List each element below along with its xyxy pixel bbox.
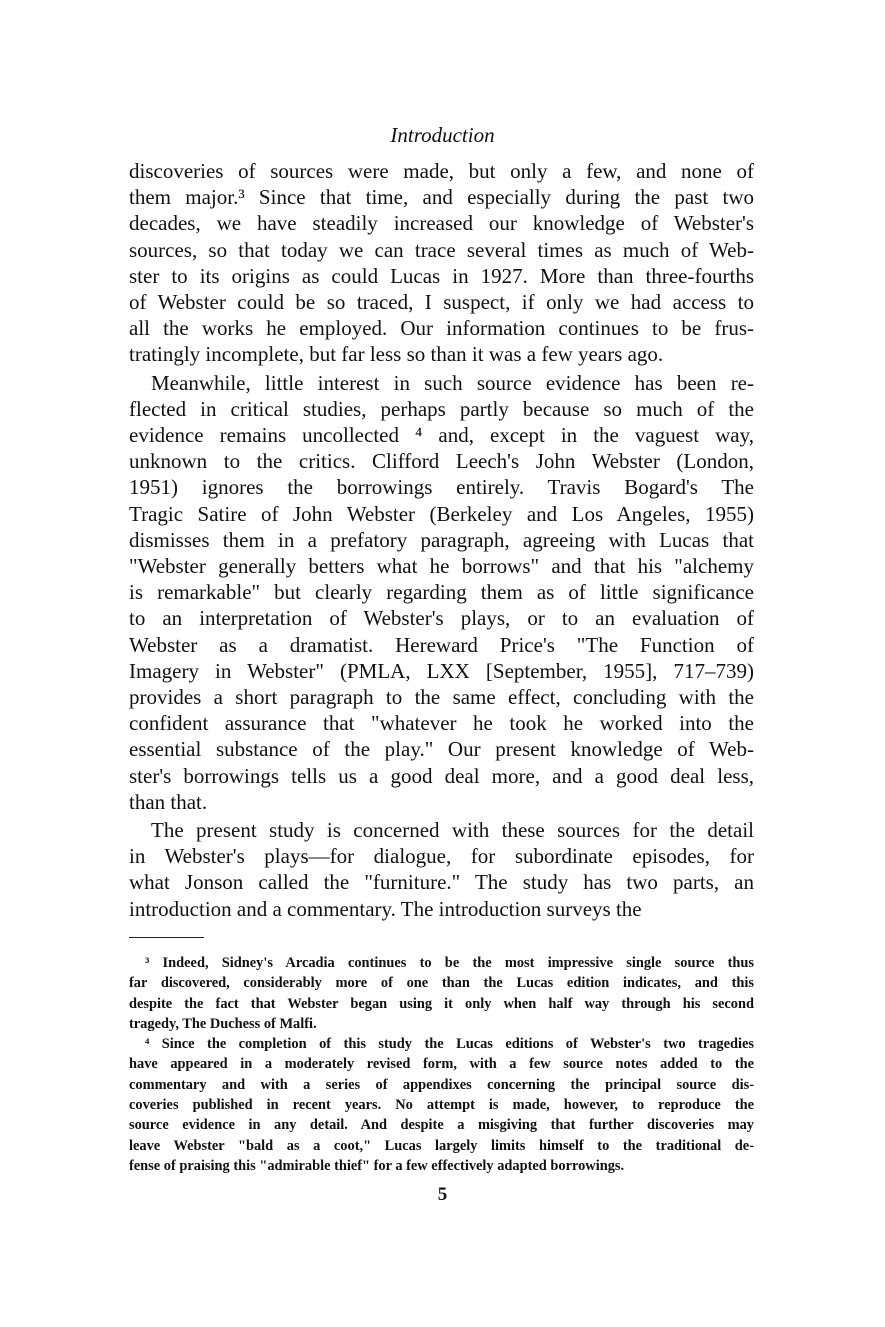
body-text-line: than that.	[129, 789, 208, 814]
footnote-text-line: despite the fact that Webster began using it only when half way through his second	[129, 995, 754, 1012]
body-text-line: evidence remains uncollected ⁴ and, except in the vaguest way,	[129, 423, 754, 448]
body-text-line: 1951) ignores the borrowings entirely. Travis Bogard's The	[129, 475, 754, 500]
body-text-line: in Webster's plays—for dialogue, for subordinate episodes, for	[129, 844, 754, 869]
footnote-text-line: coveries published in recent years. No attempt is made, however, to reproduce the	[129, 1097, 754, 1114]
body-text-line: confident assurance that "whatever he took he worked into the	[129, 711, 754, 736]
footnote-text-line: commentary and with a series of appendixes concerning the principal source dis-	[129, 1076, 754, 1093]
running-head: Introduction	[390, 123, 495, 147]
body-text-line: them major.³ Since that time, and especially during the past two	[129, 185, 754, 210]
footnote-rule	[129, 937, 204, 938]
paragraph-1	[129, 158, 754, 368]
footnote-text-line: source evidence in any detail. And despite a misgiving that further discoveries may	[129, 1117, 754, 1134]
body-text-line: flected in critical studies, perhaps partly because so much of the	[129, 396, 754, 421]
body-text-line: ster's borrowings tells us a good deal more, and a good deal less,	[129, 763, 754, 788]
footnote-text-line: far discovered, considerably more of one than the Lucas edition indicates, and this	[129, 975, 754, 992]
body-text-line: Imagery in Webster" (PMLA, LXX [September, 1955], 717–739)	[129, 658, 754, 683]
body-text-line: dismisses them in a prefatory paragraph, agreeing with Lucas that	[129, 527, 754, 552]
body-text-line: essential substance of the play." Our present knowledge of Web-	[129, 737, 754, 762]
body-text-line: Tragic Satire of John Webster (Berkeley and Los Angeles, 1955)	[129, 501, 754, 526]
body-text	[129, 158, 754, 922]
body-text-line: discoveries of sources were made, but only a few, and none of	[129, 159, 754, 183]
body-text-line: provides a short paragraph to the same effect, concluding with the	[129, 685, 754, 710]
footnote-3	[129, 953, 754, 1034]
page-number: 5	[437, 1184, 448, 1205]
footnote-text-line: leave Webster "bald as a coot," Lucas largely limits himself to the traditional de-	[129, 1137, 754, 1154]
footnote-text-line: ⁴ Since the completion of this study the Lucas editions of Webster's two tragedies	[145, 1036, 754, 1053]
body-text-line: introduction and a commentary. The introduction surveys the	[129, 896, 642, 921]
body-text-line: unknown to the critics. Clifford Leech's John Webster (London,	[129, 449, 754, 474]
footnotes	[129, 953, 754, 1176]
body-text-line: Meanwhile, little interest in such source evidence has been re-	[151, 370, 754, 395]
paragraph-3	[129, 817, 754, 922]
body-text-line: what Jonson called the "furniture." The study has two parts, an	[129, 870, 754, 895]
footnote-text-line: tragedy, The Duchess of Malfi.	[129, 1015, 317, 1032]
footnote-text-line: fense of praising this "admirable thief" for a few effectively adapted borrowings.	[129, 1157, 625, 1174]
body-text-line: decades, we have steadily increased our knowledge of Webster's	[129, 211, 754, 236]
body-text-line: all the works he employed. Our information continues to be frus-	[129, 316, 754, 341]
body-text-line: sources, so that today we can trace several times as much of Web-	[129, 237, 754, 262]
body-text-line: "Webster generally betters what he borrows" and that his "alchemy	[129, 554, 754, 579]
paragraph-2	[129, 370, 754, 815]
footnote-text-line: ³ Indeed, Sidney's Arcadia continues to be the most impressive single source thus	[145, 955, 754, 971]
body-text-line: ster to its origins as could Lucas in 1927. More than three-fourths	[129, 263, 754, 288]
body-text-line: tratingly incomplete, but far less so than it was a few years ago.	[129, 342, 664, 367]
footnote-4	[129, 1034, 754, 1176]
body-text-line: Webster as a dramatist. Hereward Price's "The Function of	[129, 632, 754, 657]
body-text-line: The present study is concerned with these sources for the detail	[151, 818, 754, 843]
footnote-text-line: have appeared in a moderately revised form, with a few source notes added to the	[129, 1056, 754, 1073]
body-text-line: to an interpretation of Webster's plays, or to an evaluation of	[129, 606, 754, 631]
body-text-line: of Webster could be so traced, I suspect, if only we had access to	[129, 290, 754, 315]
body-text-line: is remarkable" but clearly regarding them as of little significance	[129, 580, 754, 605]
